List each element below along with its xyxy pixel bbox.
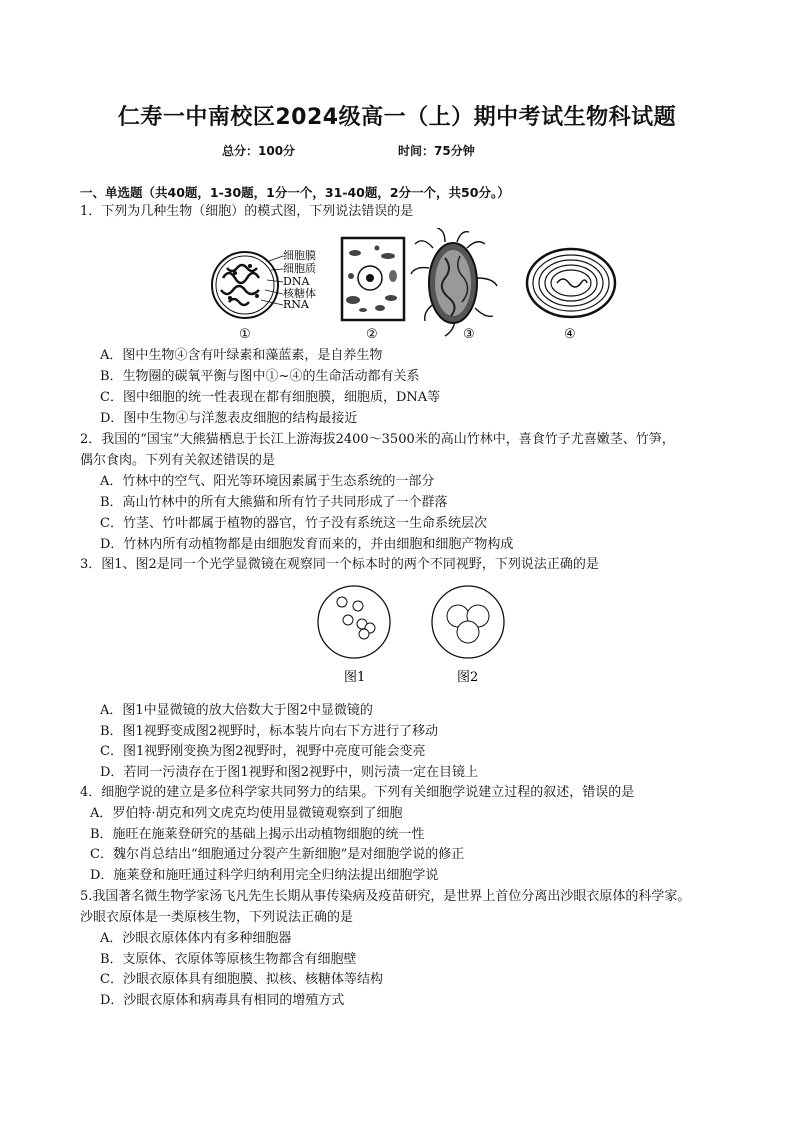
q2-stem-line2: 偶尔食肉。下列有关叙述错误的是: [80, 453, 276, 468]
q5-option-d: D．沙眼衣原体和病毒具有相同的增殖方式: [100, 993, 345, 1008]
q2-option-a: A．竹林中的空气、阳光等环境因素属于生态系统的一部分: [100, 474, 435, 489]
q2-option-c: C．竹茎、竹叶都属于植物的器官，竹子没有系统这一生命系统层次: [100, 516, 487, 531]
q3-option-b: B．图1视野变成图2视野时，标本装片向右下方进行了移动: [100, 724, 439, 739]
q3-option-c: C．图1视野刚变换为图2视野时，视野中亮度可能会变亮: [100, 744, 426, 759]
label-membrane: 细胞膜: [283, 249, 316, 262]
figure-cell-3: [411, 228, 497, 336]
field-of-view-1: [318, 586, 390, 658]
q2-stem-line1: 2．我国的“国宝”大熊猫栖息于长江上游海拔2400～3500米的高山竹林中，喜食竹子尤喜嫩茎、竹笋，: [80, 432, 675, 447]
figure-cell-1: [212, 248, 316, 318]
section-heading: 一、单选题（共40题，1-30题，1分一个，31-40题，2分一个，共50分。）: [80, 185, 510, 200]
fig-num-3: ③: [463, 327, 475, 342]
q5-stem-line1: 5.我国著名微生物学家汤飞凡先生长期从事传染病及疫苗研究，是世界上首位分离出沙眼衣原体的科学家。: [80, 889, 691, 904]
q3-option-a: A．图1中显微镜的放大倍数大于图2中显微镜的: [100, 703, 373, 718]
q1-option-d: D．图中生物④与洋葱表皮细胞的结构最接近: [100, 411, 358, 426]
q3-option-d: D．若同一污渍存在于图1视野和图2视野中，则污渍一定在目镜上: [100, 765, 478, 780]
figure-cell-4: [527, 249, 615, 317]
q3-stem: 3．图1、图2是同一个光学显微镜在观察同一个标本时的两个不同视野，下列说法正确的是: [80, 557, 599, 572]
fig-num-2: ②: [366, 327, 378, 342]
q2-option-b: B．高山竹林中的所有大熊猫和所有竹子共同形成了一个群落: [100, 495, 448, 510]
q4-stem: 4．细胞学说的建立是多位科学家共同努力的结果。下列有关细胞学说建立过程的叙述，错误的是: [80, 785, 635, 800]
q5-stem-line2: 沙眼衣原体是一类原核生物，下列说法正确的是: [80, 910, 354, 925]
q4-option-d: D．施莱登和施旺通过科学归纳利用完全归纳法提出细胞学说: [90, 868, 439, 883]
q1-option-c: C．图中细胞的统一性表现在都有细胞膜，细胞质，DNA等: [100, 390, 441, 405]
figure-1-caption: 图1: [344, 670, 366, 685]
q3-figure: [312, 580, 512, 690]
exam-time: 时间：75分钟: [398, 144, 475, 158]
q5-option-c: C．沙眼衣原体具有细胞膜、拟核、核糖体等结构: [100, 972, 383, 987]
fig-num-1: ①: [239, 327, 251, 342]
figure-2-caption: 图2: [457, 670, 479, 685]
label-ribosome: 核糖体: [283, 287, 316, 300]
label-dna: DNA: [283, 275, 310, 288]
q1-figure: [205, 228, 625, 343]
figure-cell-2: [342, 238, 404, 320]
q4-option-a: A．罗伯特·胡克和列文虎克均使用显微镜观察到了细胞: [90, 806, 403, 821]
q4-option-b: B．施旺在施莱登研究的基础上揭示出动植物细胞的统一性: [90, 827, 425, 842]
q4-option-c: C．魏尔肖总结出“细胞通过分裂产生新细胞”是对细胞学说的修正: [90, 847, 465, 862]
page-title: 仁寿一中南校区2024级高一（上）期中考试生物科试题: [117, 105, 677, 130]
q5-option-a: A．沙眼衣原体体内有多种细胞器: [100, 931, 292, 946]
q1-stem: 1．下列为几种生物（细胞）的模式图，下列说法错误的是: [80, 204, 414, 219]
q1-option-b: B．生物圈的碳氧平衡与图中①~④的生命活动都有关系: [100, 369, 420, 384]
label-cytoplasm: 细胞质: [283, 262, 316, 275]
q5-option-b: B．支原体、衣原体等原核生物都含有细胞壁: [100, 952, 357, 967]
fig-num-4: ④: [564, 327, 576, 342]
q1-option-a: A．图中生物④含有叶绿素和藻蓝素，是自养生物: [100, 348, 383, 363]
q2-option-d: D．竹林内所有动植物都是由细胞发育而来的，并由细胞和细胞产物构成: [100, 537, 514, 552]
label-rna: RNA: [283, 298, 309, 311]
field-of-view-2: [432, 586, 504, 658]
total-score: 总分：100分: [222, 144, 296, 158]
